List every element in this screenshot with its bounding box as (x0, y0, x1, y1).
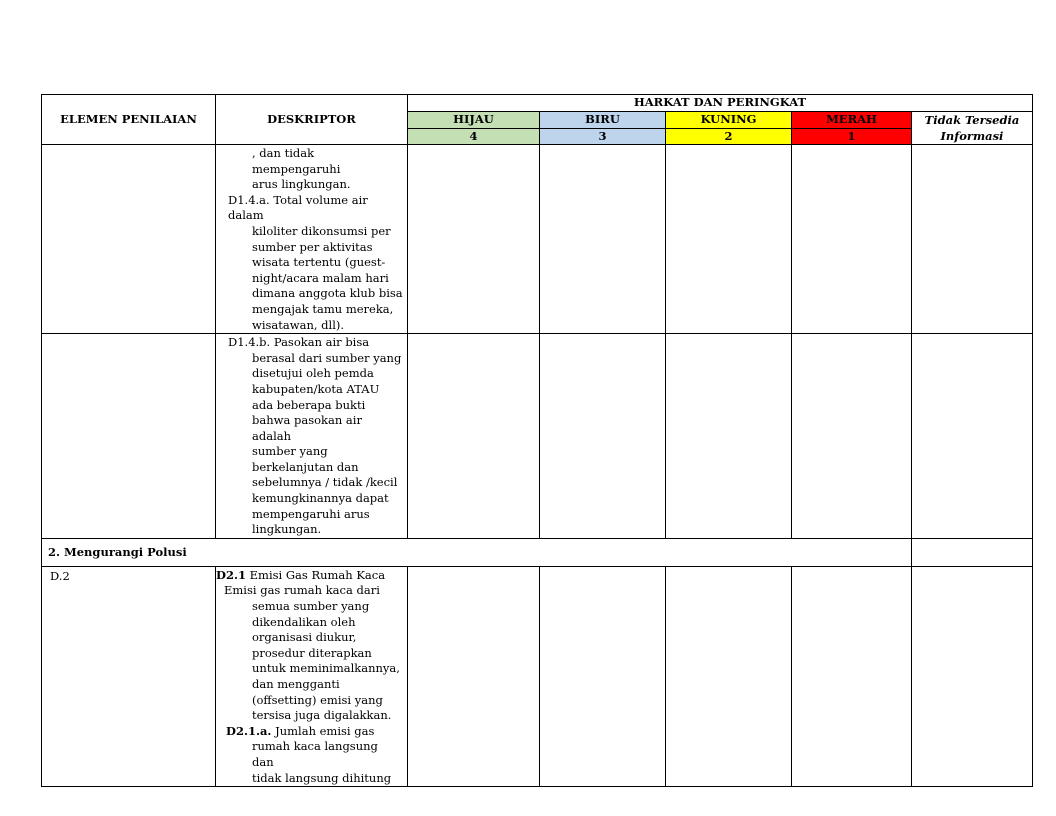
descriptor-line: dikendalikan oleh (252, 614, 356, 629)
descriptor-line: dimana anggota klub bisa (252, 286, 403, 301)
header-deskriptor: DESKRIPTOR (216, 95, 408, 145)
score-cell-tidak-tersedia[interactable] (912, 145, 1033, 334)
descriptor-line: bahwa pasokan air adalah (252, 413, 362, 443)
descriptor-line: arus lingkungan. (252, 177, 351, 192)
score-cell-hijau[interactable] (408, 145, 540, 334)
descriptor-line: mengajak tamu mereka, (252, 301, 394, 316)
header-elemen-penilaian: ELEMEN PENILAIAN (42, 95, 216, 145)
descriptor-code: D2.1 (216, 567, 246, 582)
elemen-code-d2: D.2 (42, 566, 216, 786)
descriptor-line (226, 335, 403, 351)
descriptor-line: sumber per aktivitas (252, 239, 373, 254)
score-cell-biru[interactable] (540, 334, 666, 539)
score-cell-biru[interactable] (540, 566, 666, 786)
header-harkat-peringkat: HARKAT DAN PERINGKAT (408, 95, 1033, 112)
descriptor-line: kabupaten/kota ATAU (252, 381, 380, 396)
descriptor-line: untuk meminimalkannya, (252, 661, 400, 676)
section-empty-cell (912, 538, 1033, 566)
descriptor-text: Jumlah emisi gas (271, 723, 375, 738)
descriptor-d1-4-b (216, 334, 408, 539)
descriptor-line: Emisi gas rumah kaca dari (224, 583, 380, 598)
descriptor-line: sumber yang (252, 444, 328, 459)
level-label-biru: BIRU (540, 112, 666, 129)
descriptor-line (216, 724, 403, 740)
score-cell-biru[interactable] (540, 145, 666, 334)
descriptor-title (216, 568, 403, 584)
tidak-tersedia-line2: Informasi (940, 129, 1004, 143)
descriptor-line: ada beberapa bukti (252, 397, 366, 412)
descriptor-line: wisata tertentu (guest- (252, 255, 386, 270)
descriptor-line: mempengaruhi arus (252, 506, 370, 521)
level-score-4: 4 (408, 128, 540, 145)
score-cell-merah[interactable] (792, 334, 912, 539)
level-score-3: 3 (540, 128, 666, 145)
elemen-cell-empty-1 (42, 145, 216, 334)
level-score-1: 1 (792, 128, 912, 145)
descriptor-line: , dan tidak mempengaruhi (252, 146, 341, 176)
descriptor-line: kiloliter dikonsumsi per (252, 223, 391, 238)
score-cell-merah[interactable] (792, 145, 912, 334)
descriptor-line: kemungkinannya dapat (252, 491, 389, 506)
level-label-kuning: KUNING (666, 112, 792, 129)
score-cell-merah[interactable] (792, 566, 912, 786)
descriptor-line: sebelumnya / tidak /kecil (252, 475, 398, 490)
descriptor-line: disetujui oleh pemda (252, 366, 374, 381)
descriptor-text: Total volume air dalam (228, 192, 368, 223)
descriptor-d2-1 (216, 566, 408, 786)
descriptor-d1-4-a (216, 145, 408, 334)
descriptor-line: berasal dari sumber yang (252, 350, 402, 365)
descriptor-text: Pasokan air bisa (270, 335, 370, 350)
descriptor-line: dan mengganti (252, 677, 340, 691)
score-cell-kuning[interactable] (666, 566, 792, 786)
level-label-merah: MERAH (792, 112, 912, 129)
descriptor-line: tersisa juga digalakkan. (252, 708, 392, 723)
descriptor-code: D1.4.b. (228, 335, 271, 350)
descriptor-line: lingkungan. (252, 522, 322, 537)
score-cell-hijau[interactable] (408, 334, 540, 539)
descriptor-line: night/acara malam hari (252, 270, 389, 285)
descriptor-line: tidak langsung dihitung (252, 770, 392, 785)
descriptor-line (226, 193, 403, 224)
section-heading: 2. Mengurangi Polusi (42, 538, 912, 566)
tidak-tersedia-line1: Tidak Tersedia (924, 113, 1020, 127)
assessment-table (41, 94, 1033, 787)
elemen-cell-empty-2 (42, 334, 216, 539)
descriptor-text: Emisi Gas Rumah Kaca (245, 567, 386, 582)
score-cell-kuning[interactable] (666, 145, 792, 334)
descriptor-line: (offsetting) emisi yang (252, 692, 383, 707)
descriptor-line: semua sumber yang (252, 599, 370, 614)
score-cell-kuning[interactable] (666, 334, 792, 539)
descriptor-line: prosedur diterapkan (252, 645, 372, 660)
score-cell-hijau[interactable] (408, 566, 540, 786)
descriptor-code: D1.4.a. (228, 192, 270, 207)
level-score-2: 2 (666, 128, 792, 145)
descriptor-line: organisasi diukur, (252, 630, 357, 645)
level-label-hijau: HIJAU (408, 112, 540, 129)
descriptor-line: wisatawan, dll). (252, 317, 345, 332)
score-cell-tidak-tersedia[interactable] (912, 566, 1033, 786)
header-tidak-tersedia (912, 112, 1033, 145)
descriptor-line: berkelanjutan dan (252, 459, 359, 474)
descriptor-line: rumah kaca langsung dan (252, 739, 378, 769)
descriptor-code: D2.1.a. (226, 723, 272, 738)
score-cell-tidak-tersedia[interactable] (912, 334, 1033, 539)
